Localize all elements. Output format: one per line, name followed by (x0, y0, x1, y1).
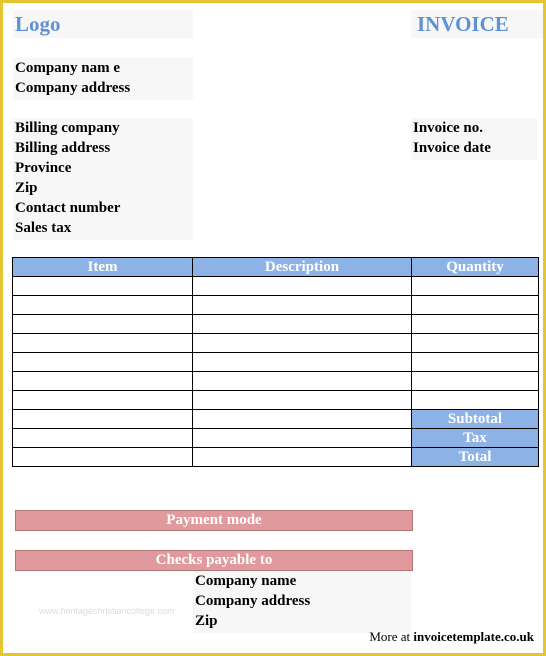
subtotal-label: Subtotal (412, 410, 539, 429)
quantity-cell[interactable] (412, 353, 539, 372)
payee-company-name-label: Company name (195, 573, 297, 589)
quantity-cell[interactable] (412, 296, 539, 315)
province-label: Province (15, 160, 72, 176)
quantity-cell[interactable] (412, 277, 539, 296)
invoice-info-block (411, 118, 537, 160)
item-cell[interactable] (13, 334, 193, 353)
item-cell[interactable] (13, 391, 193, 410)
description-cell[interactable] (193, 372, 412, 391)
company-address-label: Company address (15, 80, 131, 96)
payment-mode-bar: Payment mode (15, 510, 413, 531)
column-header-quantity: Quantity (412, 258, 539, 277)
table-row (13, 334, 539, 353)
sales-tax-label: Sales tax (15, 220, 72, 236)
table-row (13, 429, 539, 448)
billing-block (13, 118, 193, 240)
table-row (13, 277, 539, 296)
tax-label: Tax (412, 429, 539, 448)
contact-number-label: Contact number (15, 200, 121, 216)
item-cell[interactable] (13, 429, 193, 448)
table-row (13, 391, 539, 410)
item-cell[interactable] (13, 277, 193, 296)
description-cell[interactable] (193, 429, 412, 448)
invoice-date-label: Invoice date (413, 140, 491, 156)
footer-site-link[interactable]: invoicetemplate.co.uk (413, 629, 534, 644)
description-cell[interactable] (193, 448, 412, 467)
items-table (12, 257, 539, 467)
payee-company-address-label: Company address (195, 593, 311, 609)
payee-zip-label: Zip (195, 613, 218, 629)
total-label: Total (412, 448, 539, 467)
column-header-description: Description (193, 258, 412, 277)
table-row (13, 353, 539, 372)
description-cell[interactable] (193, 391, 412, 410)
quantity-cell[interactable] (412, 391, 539, 410)
item-cell[interactable] (13, 353, 193, 372)
logo-placeholder: Logo (13, 10, 193, 38)
watermark-text: www.heritagechristiancollege.com (39, 606, 175, 616)
column-header-item: Item (13, 258, 193, 277)
description-cell[interactable] (193, 315, 412, 334)
footer-prefix: More at (369, 629, 414, 644)
company-block (13, 58, 193, 100)
table-row (13, 372, 539, 391)
description-cell[interactable] (193, 277, 412, 296)
table-row (13, 296, 539, 315)
billing-address-label: Billing address (15, 140, 111, 156)
company-name-label: Company nam e (15, 60, 121, 76)
item-cell[interactable] (13, 372, 193, 391)
item-cell[interactable] (13, 410, 193, 429)
checks-payable-bar: Checks payable to (15, 550, 413, 571)
table-row (13, 315, 539, 334)
table-row (13, 448, 539, 467)
billing-company-label: Billing company (15, 120, 120, 136)
description-cell[interactable] (193, 296, 412, 315)
zip-label: Zip (15, 180, 38, 196)
quantity-cell[interactable] (412, 334, 539, 353)
table-header-row (13, 258, 539, 277)
item-cell[interactable] (13, 296, 193, 315)
description-cell[interactable] (193, 334, 412, 353)
payee-block (193, 571, 411, 633)
quantity-cell[interactable] (412, 315, 539, 334)
invoice-number-label: Invoice no. (413, 120, 484, 136)
item-cell[interactable] (13, 315, 193, 334)
invoice-title: INVOICE (411, 10, 543, 38)
table-row (13, 410, 539, 429)
description-cell[interactable] (193, 410, 412, 429)
footer-credit (369, 629, 534, 645)
item-cell[interactable] (13, 448, 193, 467)
description-cell[interactable] (193, 353, 412, 372)
quantity-cell[interactable] (412, 372, 539, 391)
